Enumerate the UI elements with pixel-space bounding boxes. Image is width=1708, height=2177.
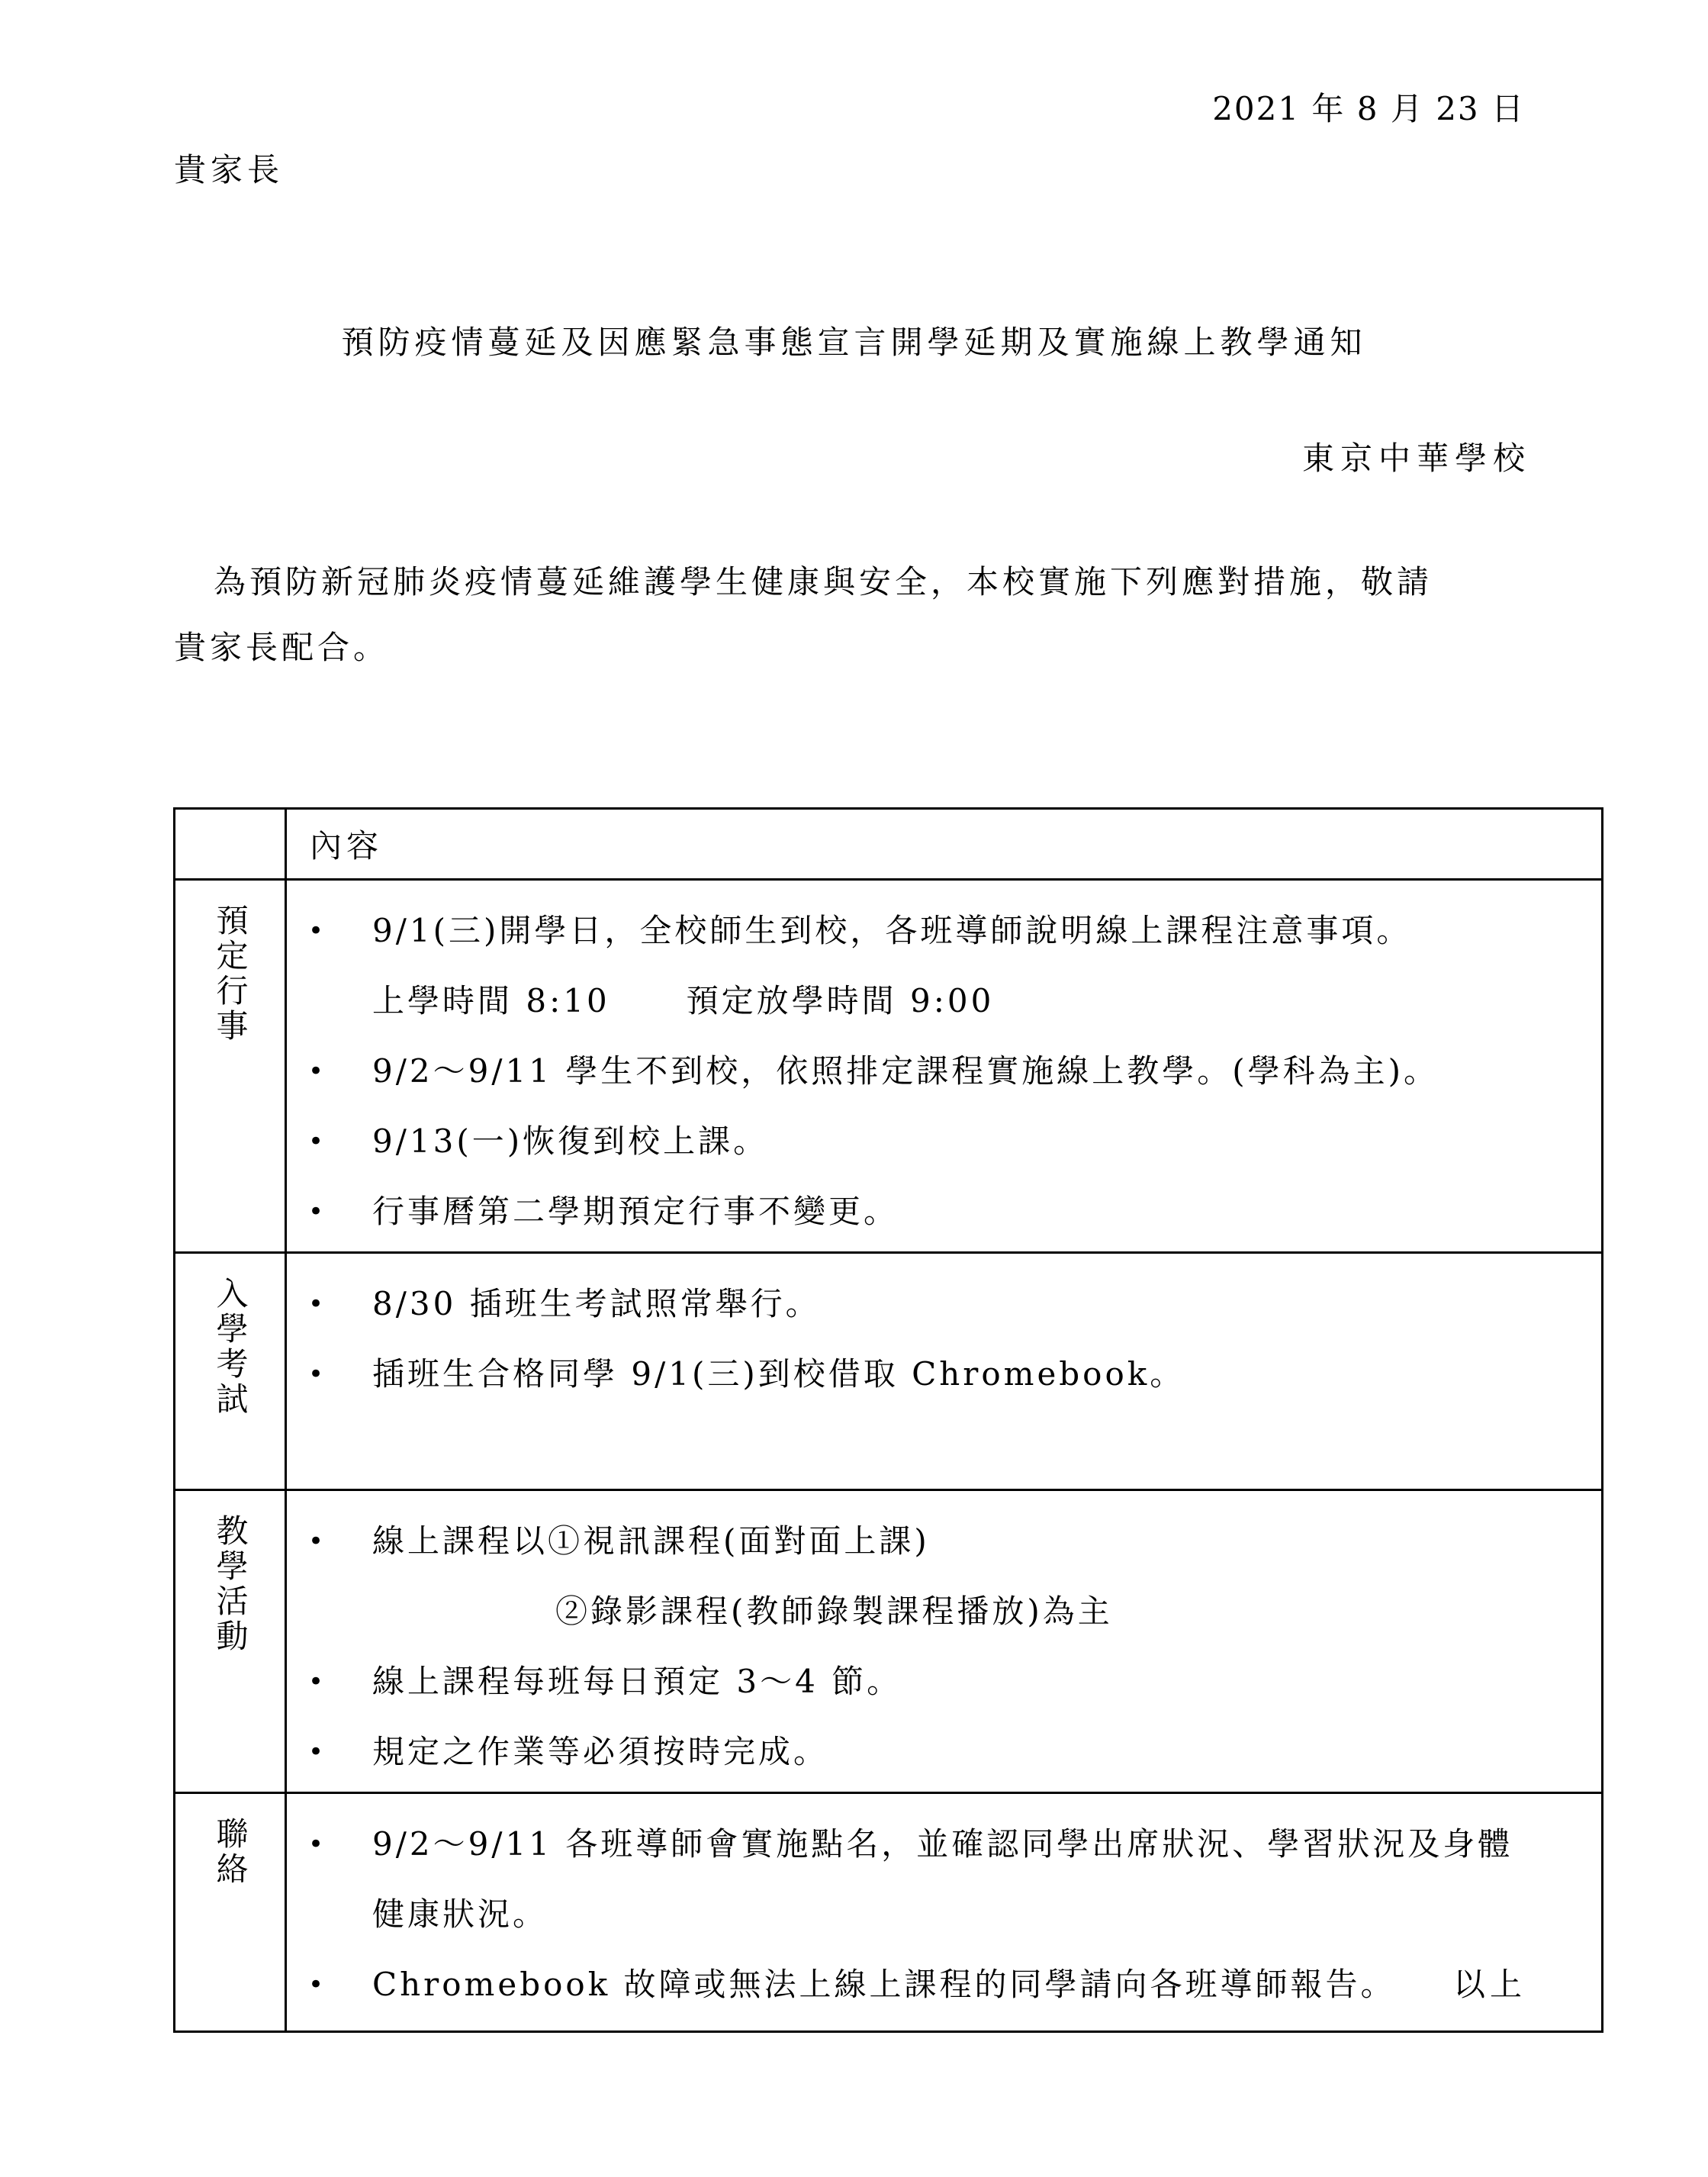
table-row-contact (175, 1793, 1603, 2032)
bullet-icon: • (308, 1667, 327, 1697)
table-header-row (175, 809, 1603, 880)
item-text: 8/30 插班生考試照常舉行。 (372, 1285, 821, 1322)
section-label-schedule: 預定行事 (211, 903, 249, 1044)
section-label-teaching: 教學活動 (211, 1514, 249, 1654)
section-content-schedule (286, 880, 1603, 1253)
item-text: 9/2～9/11 學生不到校，依照排定課程實施線上教學。(學科為主)。 (372, 1052, 1439, 1090)
bullet-icon: • (308, 916, 327, 946)
bullet-icon: • (308, 1969, 327, 2000)
bullet-icon: • (308, 1526, 327, 1557)
list-item (287, 1036, 1586, 1106)
item-text: 規定之作業等必須按時完成。 (372, 1733, 829, 1770)
section-content-exam (286, 1253, 1603, 1490)
section-label-cell (175, 880, 286, 1253)
notice-title: 預防疫情蔓延及因應緊急事態宣言開學延期及實施線上教學通知 (341, 324, 1367, 361)
school-start-time: 上學時間 8:10 (372, 982, 610, 1019)
item-text: 插班生合格同學 9/1(三)到校借取 Chromebook。 (372, 1355, 1185, 1393)
addressee: 貴家長 (174, 151, 285, 188)
section-label-contact: 聯絡 (211, 1817, 249, 1887)
bullet-icon: • (308, 1737, 327, 1767)
section-label-exam: 入學考試 (211, 1277, 249, 1417)
section-label-cell (175, 1253, 286, 1490)
bullet-icon: • (308, 1359, 327, 1390)
bullet-icon: • (308, 1289, 327, 1319)
intro-line-2: 貴家長配合。 (174, 629, 390, 666)
item-text: Chromebook 故障或無法上線上課程的同學請向各班導師報告。 (372, 1966, 1396, 2003)
section-label-cell (175, 1793, 286, 2032)
list-item (287, 1106, 1586, 1177)
list-item (287, 1950, 1586, 2020)
item-text: 9/13(一)恢復到校上課。 (372, 1122, 769, 1160)
list-item (287, 1717, 1586, 1787)
item-continuation: ②錄影課程(教師錄製課程播放)為主 (555, 1592, 1113, 1630)
table-row-teaching (175, 1490, 1603, 1793)
header-label-cell (175, 809, 286, 880)
item-continuation (372, 966, 1586, 1036)
table-row-exam (175, 1253, 1603, 1490)
list-item (287, 896, 1586, 1036)
item-text: 9/2～9/11 各班導師會實施點名，並確認同學出席狀況、學習狀況及身體 (372, 1825, 1513, 1863)
list-item (287, 1339, 1586, 1409)
bullet-icon: • (308, 1196, 327, 1227)
bullet-icon: • (308, 1829, 327, 1860)
item-text: 9/1(三)開學日，全校師生到校，各班導師說明線上課程注意事項。 (372, 912, 1412, 949)
list-item (287, 1269, 1586, 1339)
header-content-cell: 內容 (286, 809, 1603, 880)
item-text: 線上課程每班每日預定 3～4 節。 (372, 1663, 902, 1700)
list-item (287, 1809, 1586, 1950)
bullet-icon: • (308, 1126, 327, 1157)
item-continuation: 健康狀況。 (372, 1895, 548, 1933)
intro-paragraph (174, 549, 1539, 681)
section-content-contact (286, 1793, 1603, 2032)
notice-table (173, 807, 1603, 2033)
section-content-teaching (286, 1490, 1603, 1793)
item-text: 行事曆第二學期預定行事不變更。 (372, 1193, 899, 1230)
bullet-icon: • (308, 1056, 327, 1087)
school-end-time: 預定放學時間 9:00 (686, 982, 995, 1019)
intro-line-1: 為預防新冠肺炎疫情蔓延維護學生健康與安全，本校實施下列應對措施，敬請 (214, 563, 1433, 601)
list-item (287, 1177, 1586, 1247)
table-row-schedule (175, 880, 1603, 1253)
closing-text: 以上 (1452, 1966, 1526, 2003)
school-name: 東京中華學校 (1301, 440, 1531, 477)
item-text: 線上課程以①視訊課程(面對面上課) (372, 1522, 930, 1560)
section-label-cell (175, 1490, 286, 1793)
document-date: 2021 年 8 月 23 日 (1212, 90, 1525, 127)
list-item (287, 1647, 1586, 1717)
list-item (287, 1506, 1586, 1647)
